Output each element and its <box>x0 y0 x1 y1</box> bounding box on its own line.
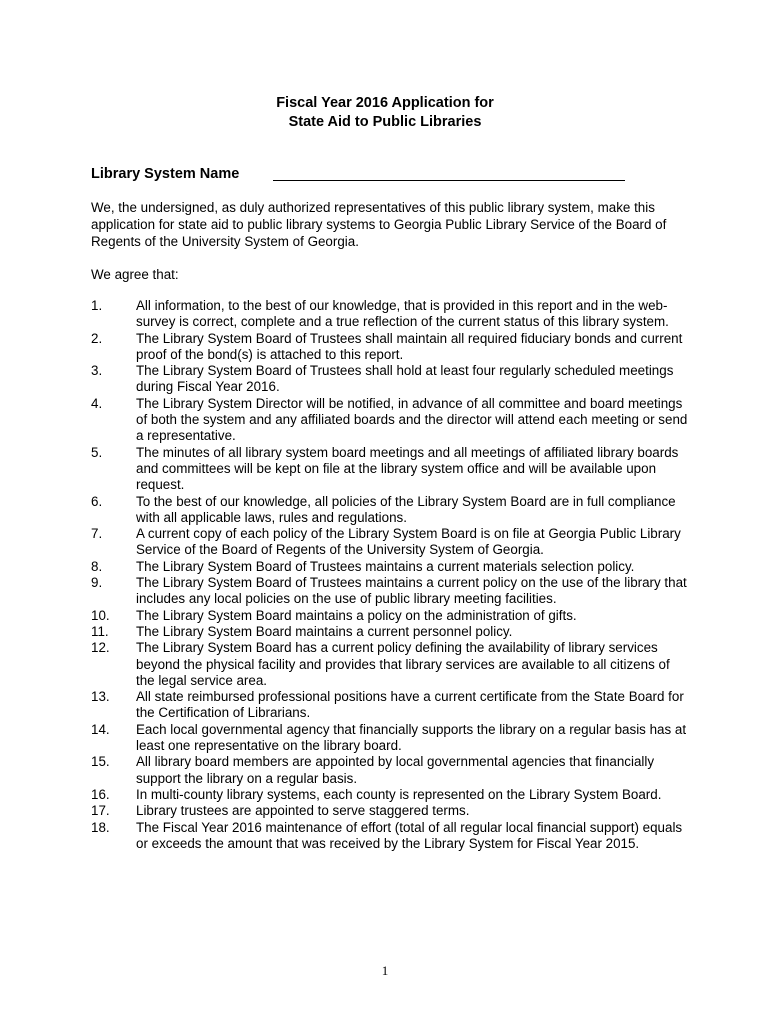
library-system-name-blank[interactable] <box>273 180 625 181</box>
list-item-number: 10. <box>91 607 110 623</box>
list-item <box>91 526 691 559</box>
list-item-number: 9. <box>91 575 103 591</box>
list-item <box>91 640 691 689</box>
list-item-number: 14. <box>91 721 110 737</box>
list-item-text: The Library System Board of Trustees maintains a current policy on the use of the library that includes any local policies on the use of public library meeting facilities. <box>136 575 687 607</box>
list-item-number: 11. <box>91 623 109 639</box>
document-title-line-2: State Aid to Public Libraries <box>288 114 482 130</box>
list-item-text: The Fiscal Year 2016 maintenance of effort (total of all regular local financial support) equals or exceeds the amount that was received by the Library System for Fiscal Year 2015. <box>136 819 683 851</box>
agreement-heading: We agree that: <box>91 267 179 282</box>
page-number: 1 <box>381 963 389 978</box>
list-item <box>91 331 691 364</box>
list-item-text: To the best of our knowledge, all policies of the Library System Board are in full compliance with all applicable laws, rules and regulations. <box>136 493 676 525</box>
list-item <box>91 396 691 445</box>
list-item-text: All state reimbursed professional positions have a current certificate from the State Board for the Certification of Librarians. <box>136 689 684 721</box>
agreement-list <box>91 298 691 852</box>
library-system-name-label: Library System Name <box>91 166 240 182</box>
list-item-text: The minutes of all library system board meetings and all meetings of affiliated library boards and committees will be kept on file at the library system office and will be available upon request. <box>136 444 679 493</box>
list-item-text: The Library System Board has a current policy defining the availability of library services beyond the physical facility and provides that library services are available to all citizens of the legal service area. <box>136 640 670 688</box>
document-title-line-1: Fiscal Year 2016 Application for <box>276 95 494 111</box>
list-item-text: The Library System Board maintains a policy on the administration of gifts. <box>136 607 577 623</box>
list-item <box>91 494 691 527</box>
list-item <box>91 820 691 853</box>
list-item-number: 7. <box>91 526 103 542</box>
list-item-number: 1. <box>91 298 103 313</box>
intro-paragraph: We, the undersigned, as duly authorized representatives of this public library system, make this application for state aid to public library systems to Georgia Public Library Service of the Board of Regents of the University System of Georgia. <box>91 200 667 249</box>
list-item-number: 8. <box>91 558 103 574</box>
list-item-text: The Library System Board maintains a current personnel policy. <box>136 623 513 639</box>
list-item-number: 13. <box>91 689 110 705</box>
list-item <box>91 803 691 819</box>
list-item-text: In multi-county library systems, each county is represented on the Library System Board. <box>136 786 662 802</box>
list-item-text: The Library System Board of Trustees shall hold at least four regularly scheduled meetings during Fiscal Year 2016. <box>136 363 674 395</box>
list-item-text: The Library System Director will be notified, in advance of all committee and board meetings of both the system and any affiliated boards and the director will attend each meeting or send a representative. <box>136 395 688 444</box>
list-item <box>91 575 691 608</box>
list-item-text: Library trustees are appointed to serve staggered terms. <box>136 803 470 819</box>
list-item-number: 17. <box>91 803 110 819</box>
list-item-number: 3. <box>91 363 103 379</box>
list-item-text: Each local governmental agency that financially supports the library on a regular basis has at least one representative on the library board. <box>136 721 687 754</box>
list-item-text: The Library System Board of Trustees shall maintain all required fiduciary bonds and current proof of the bond(s) is attached to this report. <box>136 330 683 362</box>
list-item <box>91 559 691 575</box>
list-item <box>91 722 691 755</box>
list-item-text: All library board members are appointed by local governmental agencies that financially support the library on a regular basis. <box>136 754 655 786</box>
list-item-text: A current copy of each policy of the Library System Board is on file at Georgia Public Library Service of the Board of Regents of the University System of Georgia. <box>136 526 681 558</box>
list-item <box>91 689 691 722</box>
list-item-number: 12. <box>91 640 110 656</box>
list-item <box>91 445 691 494</box>
list-item-number: 15. <box>91 754 110 770</box>
list-item-text: All information, to the best of our knowledge, that is provided in this report and in the web-survey is correct, complete and a true reflection of the current status of this library system. <box>136 298 669 330</box>
list-item-number: 18. <box>91 819 110 835</box>
list-item <box>91 624 691 640</box>
list-item <box>91 298 691 331</box>
list-item-number: 2. <box>91 330 103 346</box>
list-item-number: 6. <box>91 493 103 509</box>
list-item-number: 5. <box>91 444 103 460</box>
list-item <box>91 787 691 803</box>
list-item <box>91 608 691 624</box>
list-item <box>91 754 691 787</box>
list-item-number: 4. <box>91 395 103 411</box>
list-item <box>91 363 691 396</box>
list-item-number: 16. <box>91 786 110 802</box>
list-item-text: The Library System Board of Trustees maintains a current materials selection policy. <box>136 558 635 574</box>
